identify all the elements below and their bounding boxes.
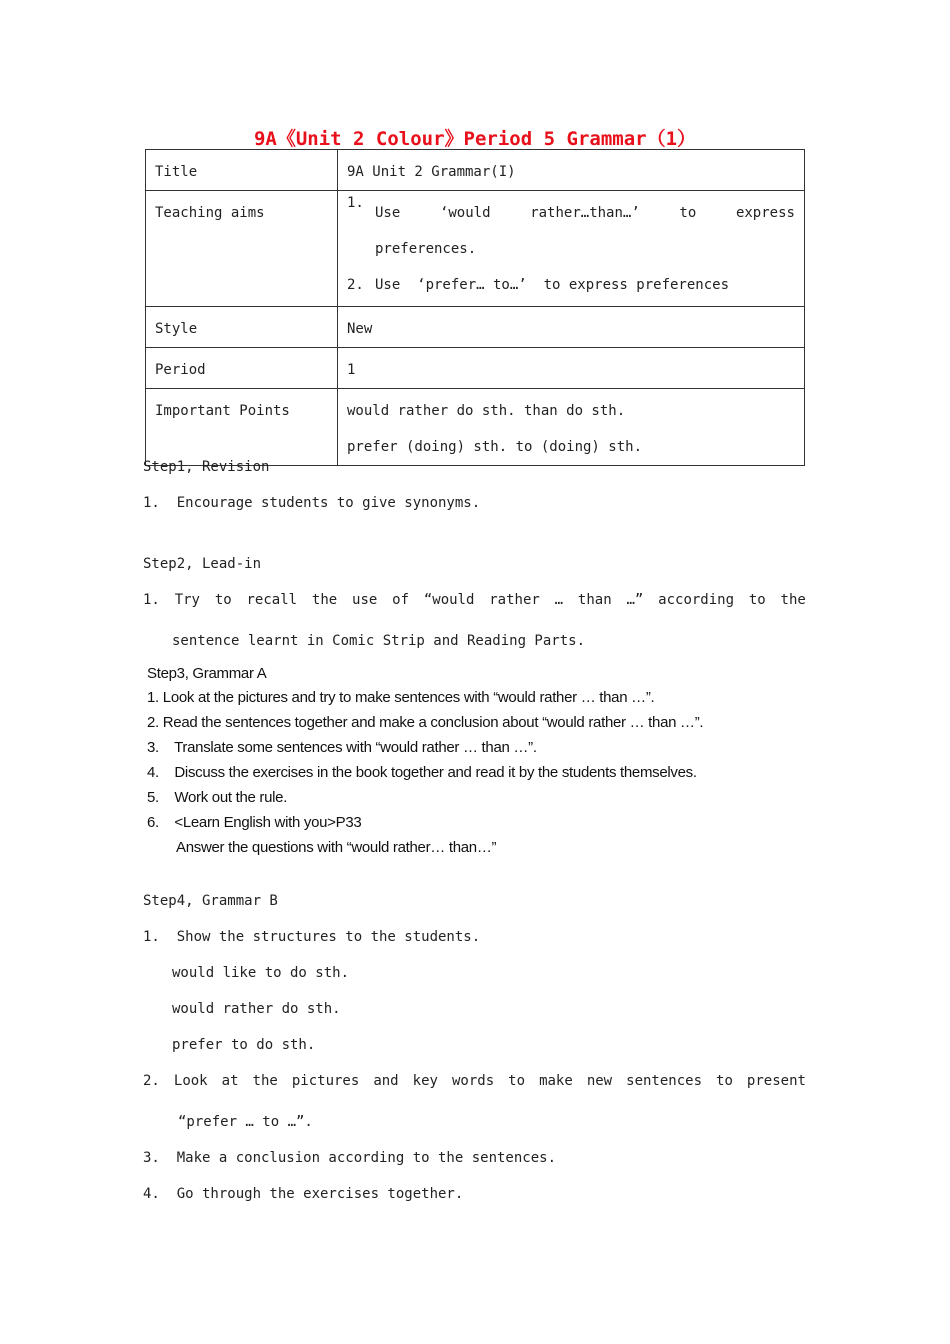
step1-heading: Step1, Revision [143,459,270,475]
step4-item-2-word: present [746,1073,806,1089]
table-row-period [146,348,805,389]
step4-item-2-word: new [586,1073,613,1089]
lesson-info-table [145,149,805,466]
step4-item-2-word: key [412,1073,438,1089]
table-row-title [146,150,805,191]
aim-1-text [375,195,795,231]
period-key: Period [146,348,338,389]
title-key: Title [146,150,338,191]
step2-item-1 [143,592,806,608]
step2-item-1-word: rather [489,592,540,608]
step2-item-1-word: of [392,592,410,608]
step4-item-2-word: sentences [626,1073,702,1089]
aim-2: 2. Use ‘prefer… to…’ to express preferences [347,277,730,293]
table-row-style [146,307,805,348]
step4-structure-2: would rather do sth. [172,1001,341,1017]
step4-item-2 [143,1073,806,1089]
step4-item-2-word: 2. [143,1073,160,1089]
step2-item-1-word: to [214,592,232,608]
step4-item-3: 3. Make a conclusion according to the sentences. [143,1150,557,1166]
step3-item-2: 2. Read the sentences together and make a conclusion about “would rather … than …”. [147,714,704,731]
document-title: 9A《Unit 2 Colour》Period 5 Grammar（1） [253,128,697,150]
step2-item-1-continued: sentence learnt in Comic Strip and Reading Parts. [172,633,586,649]
step2-item-1-word: to [748,592,766,608]
table-row-aims [146,191,805,307]
step2-heading: Step2, Lead-in [143,556,262,572]
aim-1-word: to [679,205,697,221]
step4-item-2-word: make [539,1073,573,1089]
aim-1: 1. Use ‘would rather…than…’ to express [347,195,795,231]
step4-item-2-word: words [451,1073,495,1089]
period-value: 1 [338,348,805,389]
aim-1-word: rather…than…’ [530,205,640,221]
step3-heading: Step3, Grammar A [147,665,267,682]
step4-item-2-word: to [716,1073,733,1089]
step3-item-1: 1. Look at the pictures and try to make sentences with “would rather … than …”. [147,689,655,706]
step4-structure-3: prefer to do sth. [172,1037,316,1053]
step4-item-2-word: pictures [291,1073,360,1089]
step4-item-2-word: at [221,1073,239,1089]
step2-item-1-word: the [311,592,338,608]
step3-item-6: 6. <Learn English with you>P33 [147,814,362,831]
step2-item-1-word: “would [423,592,475,608]
table-row-points [146,389,805,466]
style-key: Style [146,307,338,348]
step4-item-4: 4. Go through the exercises together. [143,1186,464,1202]
step4-item-2-word: Look [173,1073,208,1089]
step3-item-6-sub: Answer the questions with “would rather… than…” [176,839,497,856]
step3-item-3: 3. Translate some sentences with “would rather … than …”. [147,739,537,756]
aims-key: Teaching aims [146,191,338,307]
step2-item-1-word: use [352,592,378,608]
points-key: Important Points [146,389,338,466]
step4-item-1: 1. Show the structures to the students. [143,929,481,945]
step3-item-4: 4. Discuss the exercises in the book together and read it by the students themselves. [147,764,697,781]
step2-item-1-word: … [554,592,564,608]
title-value: 9A Unit 2 Grammar(I) [338,150,805,191]
step4-item-2-word: the [252,1073,278,1089]
aim-1-continued: preferences. [375,241,477,257]
step2-item-1-word: 1. [143,592,160,608]
aim-1-word: Use [375,205,401,221]
step4-item-2-continued: “prefer … to …”. [178,1114,313,1130]
step2-item-1-word: Try [174,592,200,608]
aims-value [338,191,805,307]
step2-item-1-word: the [780,592,806,608]
step4-item-2-word: and [373,1073,399,1089]
points-value: would rather do sth. than do sth. prefer (doing) sth. to (doing) sth. [338,389,805,466]
step4-item-2-word: to [508,1073,526,1089]
step3-item-5: 5. Work out the rule. [147,789,288,806]
step4-heading: Step4, Grammar B [143,893,278,909]
step2-item-1-word: …” [626,592,644,608]
aim-1-word: ‘would [439,205,491,221]
aim-1-word: express [735,205,795,221]
step2-item-1-word: than [577,592,612,608]
step2-item-1-word: according [658,592,735,608]
step1-item-1: 1. Encourage students to give synonyms. [143,495,481,511]
step4-structure-1: would like to do sth. [172,965,350,981]
style-value: New [338,307,805,348]
step2-item-1-word: recall [246,592,298,608]
